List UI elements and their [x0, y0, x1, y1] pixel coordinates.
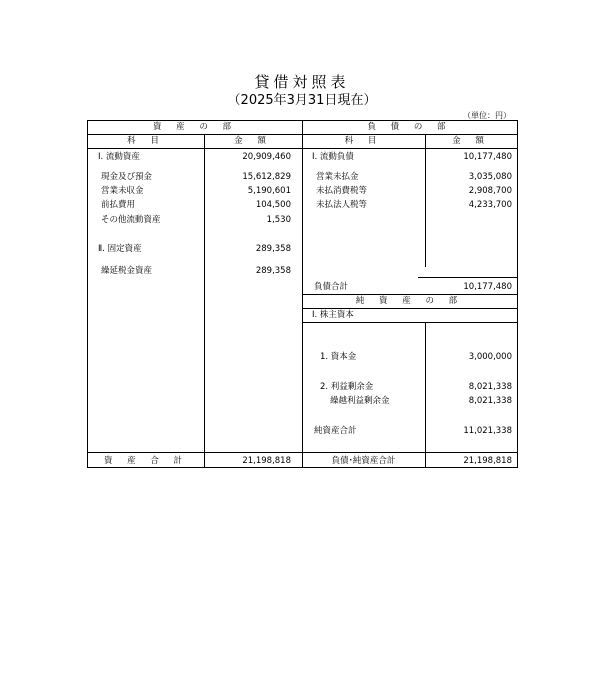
assets-total-label: 資 産 合 計 — [103, 456, 189, 466]
liabilities-total-value: 10,177,480 — [463, 282, 512, 292]
liabilities-total-label: 負債合計 — [314, 282, 349, 292]
net-asset-value: 8,021,338 — [468, 382, 512, 392]
assets-amount-header: 金 額 — [234, 136, 272, 146]
liability-label: 未払法人税等 — [316, 200, 368, 210]
divider — [302, 308, 517, 309]
asset-label: 繰延税金資産 — [101, 266, 153, 276]
liability-label: 未払消費税等 — [316, 186, 368, 196]
liabilities-amount-header: 金 額 — [452, 136, 490, 146]
net-asset-label: 繰越利益剰余金 — [330, 396, 390, 406]
asset-value: 104,500 — [255, 200, 291, 210]
asset-label: その他流動資産 — [101, 215, 161, 225]
assets-section-header: 資 産 の 部 — [152, 122, 238, 132]
asset-value: 20,909,460 — [242, 152, 291, 162]
asset-value: 289,358 — [255, 266, 291, 276]
divider — [88, 134, 517, 135]
liability-value: 4,233,700 — [468, 200, 512, 210]
liability-value: 3,035,080 — [468, 172, 512, 182]
divider — [425, 134, 426, 267]
unit-note: （単位：円） — [463, 111, 511, 120]
net-asset-value: 3,000,000 — [468, 352, 512, 362]
grand-total-label: 負債･純資産合計 — [331, 456, 396, 466]
liabilities-section-header: 負 債 の 部 — [367, 122, 452, 132]
divider — [88, 452, 517, 453]
divider — [204, 134, 205, 467]
divider — [302, 322, 517, 323]
assets-total-value: 21,198,818 — [242, 456, 291, 466]
liability-label: 営業未払金 — [316, 172, 359, 182]
net-assets-section-header: 純 資 産 の 部 — [355, 296, 464, 306]
divider — [425, 322, 426, 467]
divider — [88, 148, 517, 149]
net-asset-label: 1. 資本金 — [320, 352, 357, 362]
grand-total-value: 21,198,818 — [463, 456, 512, 466]
divider — [418, 277, 517, 278]
net-assets-total-value: 11,021,338 — [463, 426, 512, 436]
balance-sheet-table — [87, 120, 518, 468]
liabilities-item-header: 科 目 — [344, 136, 383, 146]
liability-label: Ⅰ. 流動負債 — [312, 152, 354, 162]
asset-value: 5,190,601 — [247, 186, 291, 196]
asset-value: 1,530 — [266, 215, 291, 225]
asset-label: 営業未収金 — [101, 186, 144, 196]
divider — [302, 294, 517, 295]
net-assets-total-label: 純資産合計 — [314, 426, 357, 436]
asset-label: Ⅰ. 流動資産 — [98, 152, 140, 162]
document-date: （2025年3月31日現在） — [227, 93, 377, 108]
net-asset-label: 2. 利益剰余金 — [320, 382, 374, 392]
asset-label: Ⅱ. 固定資産 — [98, 244, 142, 254]
asset-value: 289,358 — [255, 244, 291, 254]
liability-value: 2,908,700 — [468, 186, 512, 196]
document-title: 貸借対照表 — [254, 73, 350, 91]
net-asset-value: 8,021,338 — [468, 396, 512, 406]
liability-value: 10,177,480 — [463, 152, 512, 162]
net-asset-label: Ⅰ. 株主資本 — [312, 310, 354, 320]
asset-value: 15,612,829 — [242, 172, 291, 182]
assets-item-header: 科 目 — [127, 136, 165, 146]
asset-label: 現金及び預金 — [101, 172, 153, 182]
asset-label: 前払費用 — [101, 200, 136, 210]
